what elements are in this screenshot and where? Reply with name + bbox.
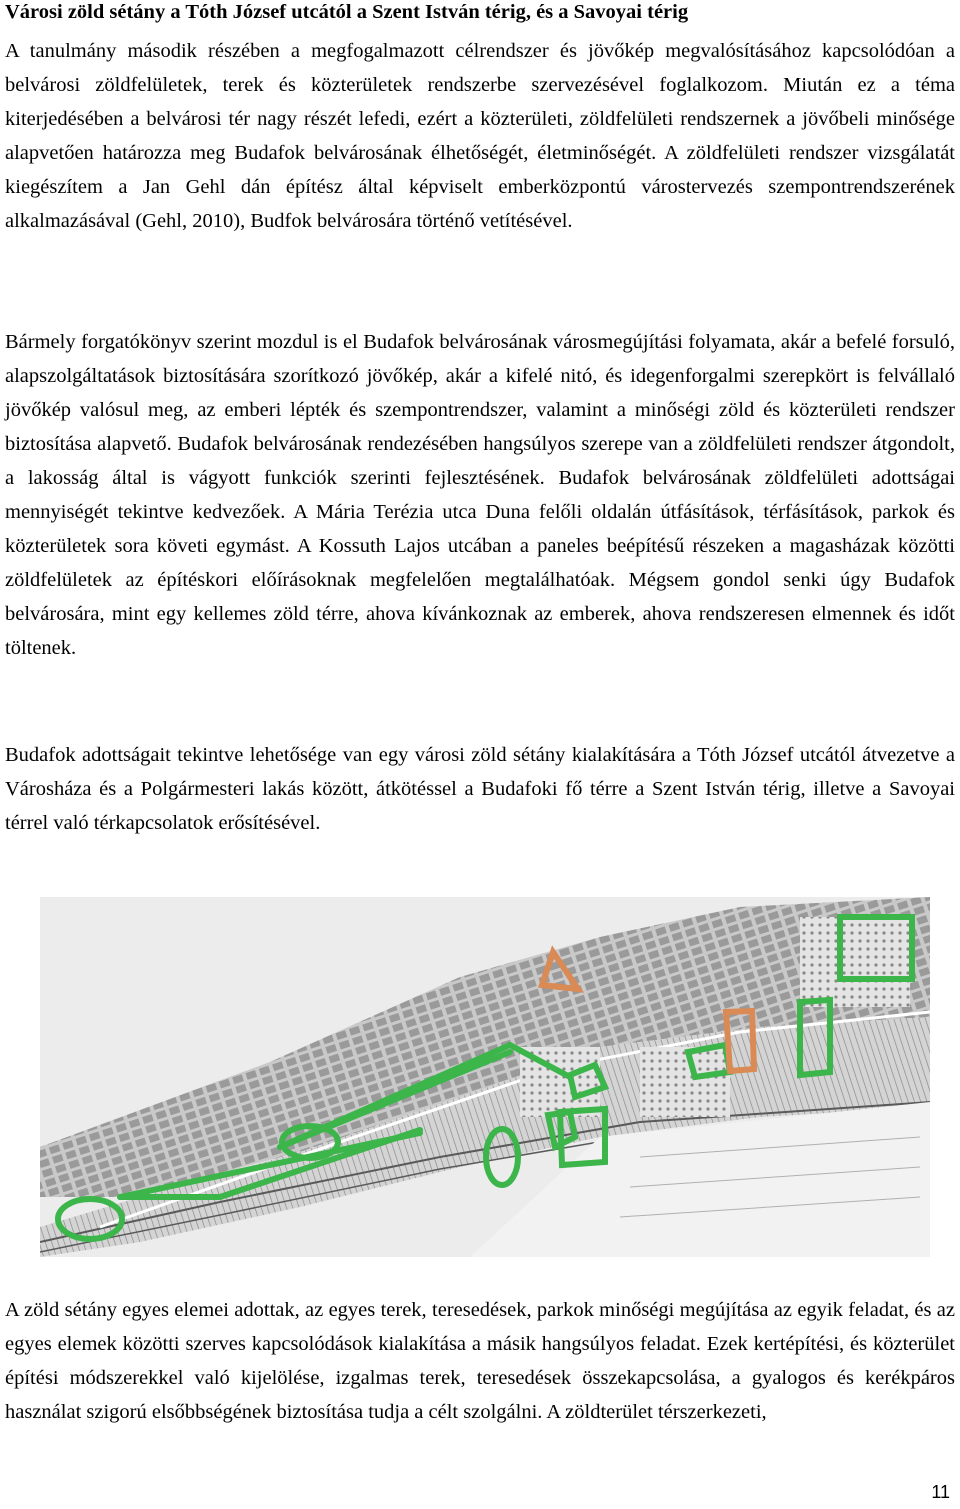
paragraph-3: Budafok adottságait tekintve lehetősége van egy városi zöld sétány kialakítására a Tóth József utcától átvezetve a Városháza és a Polgármesteri lakás között, átkötéssel a Budafoki fő térre a Szent István térig, illetve a Savoyai térrel való térkapcsolatok erősítésével. <box>5 744 955 834</box>
paragraph-4: A zöld sétány egyes elemei adottak, az egyes terek, teresedések, parkok minőségi megújítása az egyik feladat, és az egyes elemek közötti szerves kapcsolódások kialakítása a másik hangsúlyos feladat. Ezek kertépítési, és közterület építési módszerekkel való kijelölése, izgalmas terek, teresedések összekapcsolása, a gyalogos és kerékpáros használat szigorú elsőbbségének biztosítása tudja a célt szolgálni. A zöldterület térszerkezeti, <box>5 1299 955 1423</box>
urban-map-image <box>40 897 930 1257</box>
page-number: 11 <box>931 1482 950 1502</box>
map-figure <box>40 897 930 1257</box>
paragraph-1: A tanulmány második részében a megfogalmazott célrendszer és jövőkép megvalósításához kapcsolódóan a belvárosi zöldfelületek, terek és közterületek rendszerbe szervezésével foglalkozom. Miután ez a téma kiterjedésében a belvárosi tér nagy részét lefedi, ezért a közterületi, zöldfelületi rendszernek a jövőbeli minősége alapvetően határozza meg Budafok belvárosának élhetőségét, életminőségét. A zöldfelületi rendszer vizsgálatát kiegészítem a Jan Gehl dán építész által képviselt emberközpontú várostervezés szempontrendszerének alkalmazásával (Gehl, 2010), Budfok belvárosára történő vetítésével. <box>5 40 955 232</box>
paragraph-2: Bármely forgatókönyv szerint mozdul is el Budafok belvárosának városmegújítási folyamata, akár a befelé forsuló, alapszolgáltatások biztosítására szorítkozó jövőkép, akár a kifelé nitó, és idegenforgalmi szerepkört is felvállaló jövőkép valósul meg, az emberi lépték és szempontrendszer, valamint a minőségi zöld és közterületi rendszer biztosítása alapvető. Budafok belvárosának rendezésében hangsúlyos szerepe van a zöldfelületi rendszer átgondolt, a lakosság által is vágyott funkciók szerinti fejlesztésének. Budafok belvárosának zöldfelületi adottságai mennyiségét tekintve kedvezőek. A Mária Terézia utca Duna felőli oldalán útfásítások, térfásítások, parkok és közterületek sora követi egymást. A Kossuth Lajos utcában a paneles beépítésű részeken a magasházak közötti zöldfelületek az építéskori előírásoknak megfelelően megtalálhatóak. Mégsem gondol senki úgy Budafok belvárosára, mint egy kellemes zöld térre, ahova kívánkoznak az emberek, ahova rendszeresen elmennek és időt töltenek. <box>5 331 955 659</box>
section-title: Városi zöld sétány a Tóth József utcától a Szent István térig, és a Savoyai térig <box>5 1 689 23</box>
